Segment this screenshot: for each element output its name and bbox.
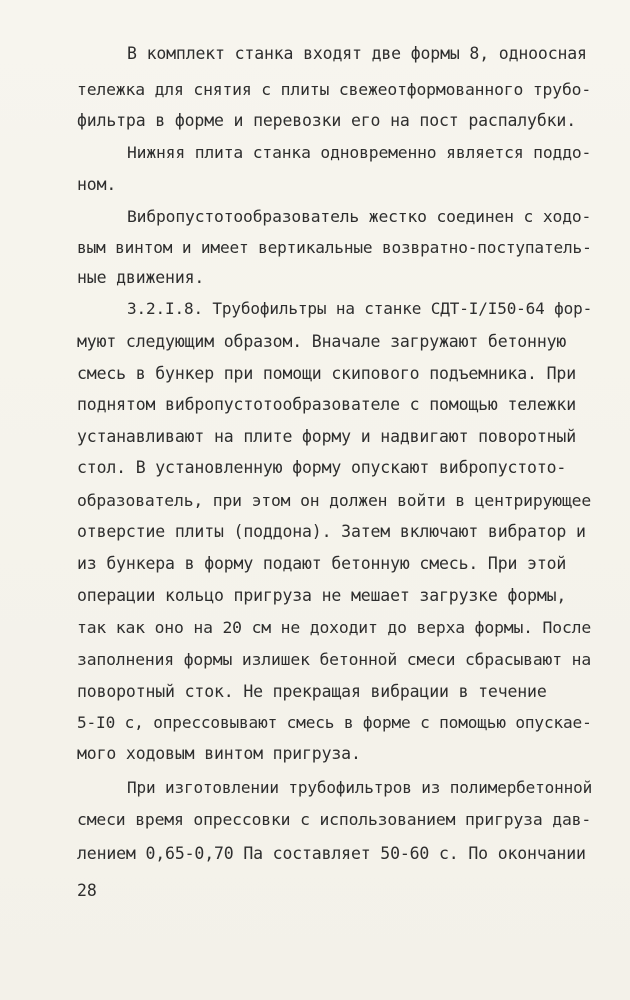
text-line: стол. В установленную форму опускают вибропустото-: [77, 458, 567, 477]
text-line: заполнения формы излишек бетонной смеси сбрасывают на: [77, 650, 592, 669]
text-line: Вибропустотообразователь жестко соединен с ходо-: [127, 207, 592, 226]
text-line: мого ходовым винтом пригруза.: [77, 744, 361, 763]
text-line: так как оно на 20 см не доходит до верха формы. После: [77, 618, 592, 637]
page-number: 28: [77, 881, 97, 900]
text-line: муют следующим образом. Вначале загружают бетонную: [77, 332, 567, 351]
text-line: 5-I0 с, опрессовывают смесь в форме с помощью опускае-: [77, 713, 592, 732]
text-line: ном.: [77, 175, 117, 194]
text-line: 3.2.I.8. Трубофильтры на станке СДТ-I/I50-64 фор-: [127, 299, 593, 318]
text-line: лением 0,65-0,70 Па составляет 50-60 с. По окончании: [77, 844, 586, 863]
text-line: поворотный сток. Не прекращая вибрации в течение: [77, 682, 547, 701]
text-line: образователь, при этом он должен войти в центрирующее: [77, 491, 592, 510]
text-line: смеси время опрессовки с использованием пригруза дав-: [77, 810, 592, 829]
text-line: В комплект станка входят две формы 8, одноосная: [127, 44, 587, 63]
text-line: вым винтом и имеет вертикальные возвратно-поступатель-: [77, 238, 592, 257]
text-line: устанавливают на плите форму и надвигают поворотный: [77, 427, 576, 446]
text-line: отверстие плиты (поддона). Затем включают вибратор и: [77, 522, 586, 541]
text-line: Нижняя плита станка одновременно является поддо-: [127, 143, 592, 162]
text-line: из бункера в форму подают бетонную смесь. При этой: [77, 554, 567, 573]
text-line: операции кольцо пригруза не мешает загрузке формы,: [77, 586, 567, 605]
text-line: тележка для снятия с плиты свежеотформованного трубо-: [77, 80, 592, 99]
text-line: При изготовлении трубофильтров из полимербетонной: [127, 778, 593, 797]
text-line: фильтра в форме и перевозки его на пост распалубки.: [77, 111, 576, 130]
text-line: поднятом вибропустотообразователе с помощью тележки: [77, 395, 576, 414]
text-line: смесь в бункер при помощи скипового подъемника. При: [77, 364, 576, 383]
text-line: ные движения.: [77, 268, 205, 287]
